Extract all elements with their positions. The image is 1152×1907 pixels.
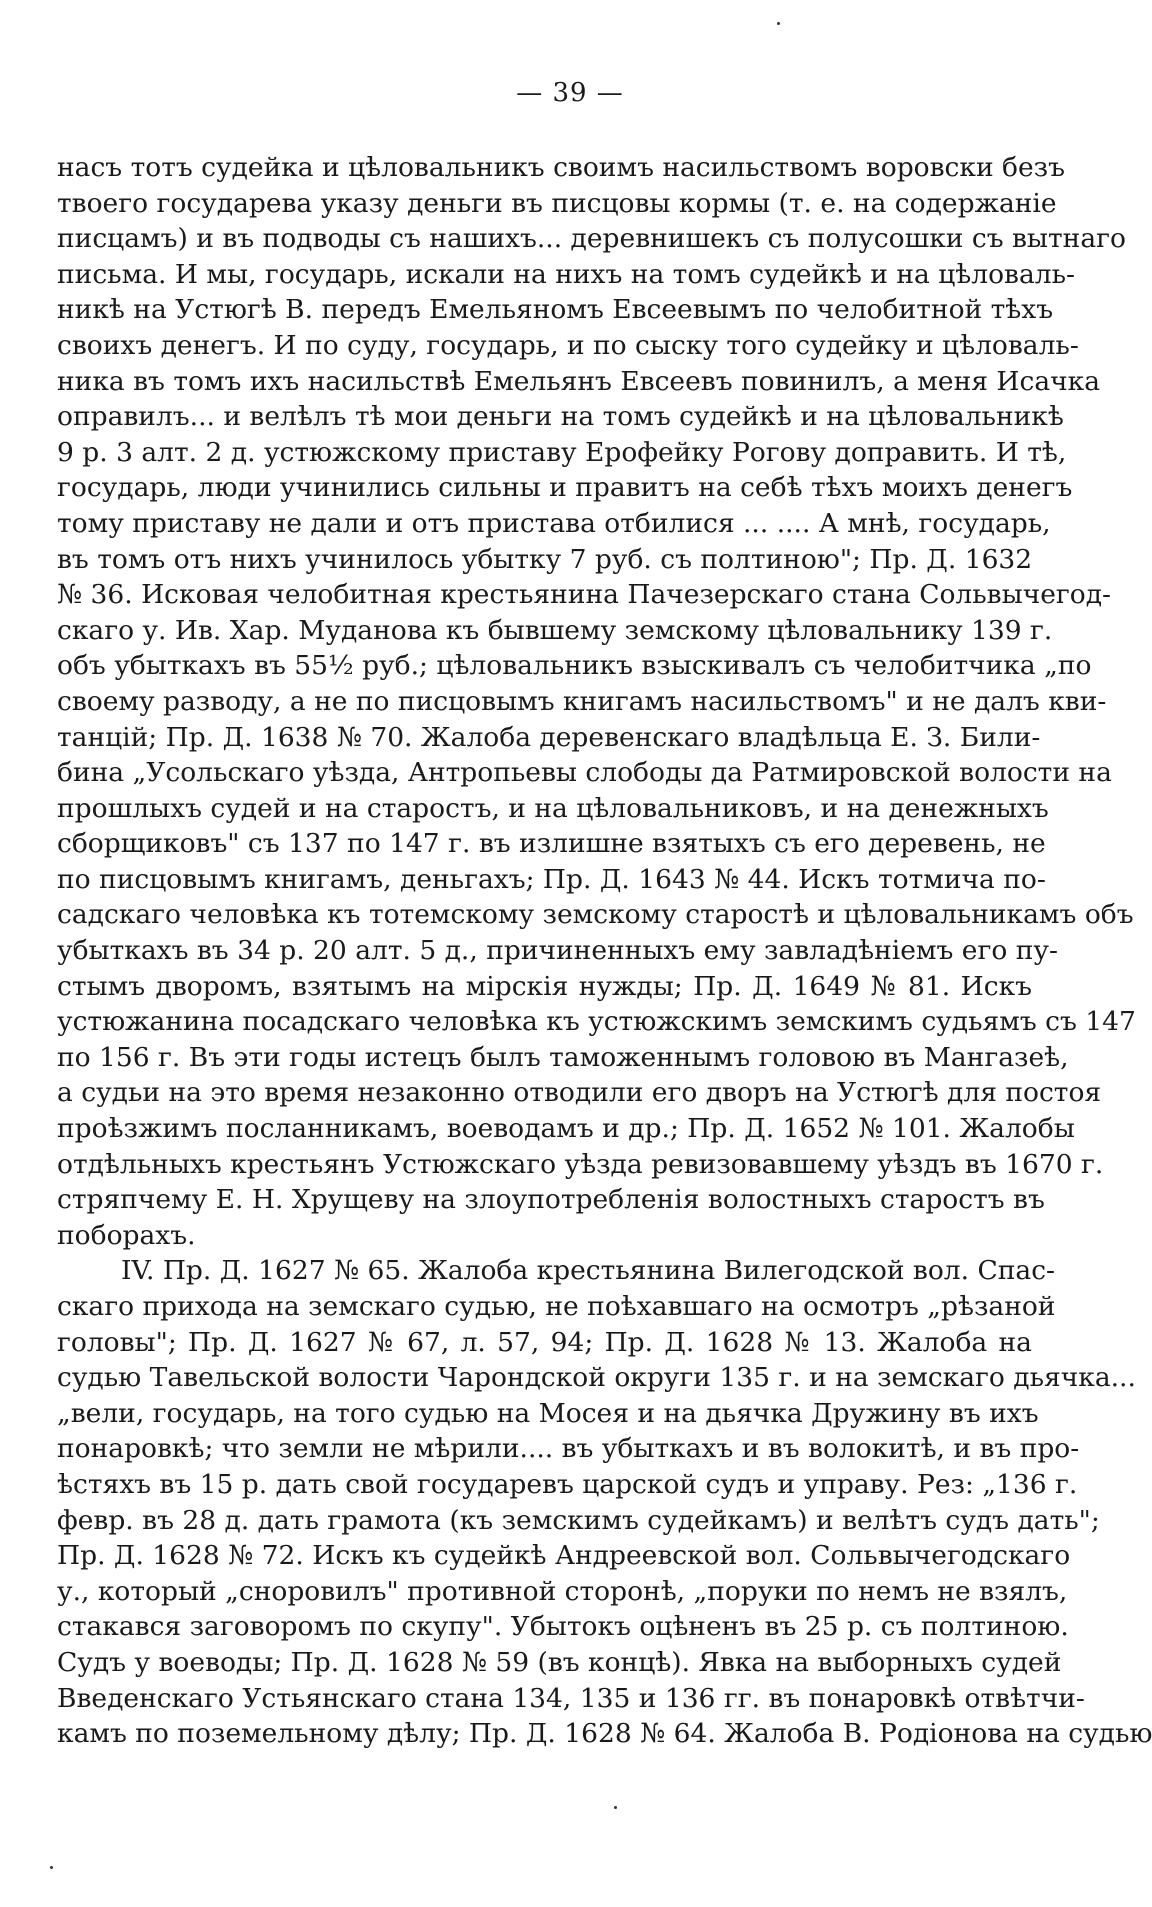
page-number: — 39 — (516, 78, 624, 108)
text-line: тому приставу не дали и отъ пристава отбилися ... .... А мнѣ, государь, (57, 507, 1051, 539)
text-line: стряпчему Е. Н. Хрущеву на злоупотребленія волостныхъ старостъ въ (57, 1184, 1045, 1216)
text-line: твоего государева указу деньги въ писцовы кормы (т. е. на содержаніе (57, 187, 1057, 219)
text-line: садскаго человѣка къ тотемскому земскому старостѣ и цѣловальникамъ объ (57, 899, 1134, 931)
text-line: у., который „сноровилъ" противной сторонѣ, „поруки по немъ не взялъ, (57, 1575, 1068, 1607)
text-line: государь, люди учинились сильны и правитъ на себѣ тѣхъ моихъ денегъ (57, 472, 1073, 504)
text-line: въ томъ отъ нихъ учинилось убытку 7 руб. съ полтиною"; Пр. Д. 1632 (57, 543, 1033, 575)
text-line: головы"; Пр. Д. 1627 № 67, л. 57, 94; Пр. Д. 1628 № 13. Жалоба на (57, 1326, 1032, 1358)
text-line: насъ тотъ судейка и цѣловальникъ своимъ насильствомъ воровски безъ (57, 152, 1065, 183)
text-line: судью Тавельской волости Чарондской округи 135 г. и на земскаго дьячка... (57, 1362, 1136, 1394)
body-text (57, 150, 1152, 1752)
text-line: сборщиковъ" съ 137 по 147 г. въ излишне взятыхъ съ его деревень, не (57, 828, 1046, 860)
text-line: объ убыткахъ въ 55½ руб.; цѣловальникъ взыскивалъ съ челобитчика „по (57, 650, 1092, 682)
text-line: скаго прихода на земскаго судью, не поѣхавшаго на осмотръ „рѣзаной (57, 1291, 1056, 1322)
paragraph-end-line: поборахъ. (57, 1219, 196, 1251)
text-line: оправилъ... и велѣлъ тѣ мои деньги на томъ судейкѣ и на цѣловальникѣ (57, 401, 1064, 433)
text-line: ника въ томъ ихъ насильствѣ Емельянъ Евсеевъ повинилъ, а меня Исачка (57, 365, 1101, 397)
text-line: № 36. Исковая челобитная крестьянина Пачезерскаго стана Сольвычегод- (57, 579, 1112, 611)
text-line: Введенскаго Устьянскаго стана 134, 135 и 136 гг. въ понаровкѣ отвѣтчи- (57, 1682, 1085, 1714)
text-line: убыткахъ въ 34 р. 20 алт. 5 д., причиненныхъ ему завладѣніемъ его пу- (57, 935, 1058, 967)
text-line: устюжанина посадскаго человѣка къ устюжскимъ земскимъ судьямъ съ 147 (57, 1006, 1136, 1038)
text-line: понаровкѣ; что земли не мѣрили.... въ убыткахъ и въ волокитѣ, и въ про- (57, 1433, 1080, 1465)
text-line: 9 р. 3 алт. 2 д. устюжскому приставу Ерофейку Рогову доправить. И тѣ, (57, 436, 1067, 468)
text-line: проѣзжимъ посланникамъ, воеводамъ и др.; Пр. Д. 1652 № 101. Жалобы (57, 1113, 1075, 1145)
text-line: Пр. Д. 1628 № 72. Искъ къ судейкѣ Андреевской вол. Сольвычегодскаго (57, 1540, 1071, 1572)
text-line: стымъ дворомъ, взятымъ на мірскія нужды; Пр. Д. 1649 № 81. Искъ (57, 970, 1032, 1002)
text-line: по 156 г. Въ эти годы истецъ былъ таможеннымъ головою въ Мангазеѣ, (57, 1041, 1069, 1073)
text-line: прошлыхъ судей и на старостъ, и на цѣловальниковъ, и на денежныхъ (57, 792, 1049, 824)
text-line: „вели, государь, на того судью на Мосея и на дьячка Дружину въ ихъ (57, 1397, 1039, 1429)
text-line: по писцовымъ книгамъ, деньгахъ; Пр. Д. 1643 № 44. Искъ тотмича по- (57, 863, 1046, 895)
text-line: а судьи на это время незаконно отводили его дворъ на Устюгѣ для постоя (57, 1077, 1102, 1109)
text-line: отдѣльныхъ крестьянъ Устюжскаго уѣзда ревизовавшему уѣздъ въ 1670 г. (57, 1148, 1104, 1180)
text-line: никѣ на Устюгѣ В. передъ Емельяномъ Евсеевымъ по челобитной тѣхъ (57, 294, 1054, 326)
text-line: февр. въ 28 д. дать грамота (къ земскимъ судейкамъ) и велѣтъ судъ дать"; (57, 1504, 1100, 1536)
text-line: камъ по поземельному дѣлу; Пр. Д. 1628 № 64. Жалоба В. Родіонова на судью (57, 1718, 1152, 1750)
scan-speck-3 (50, 1866, 53, 1869)
text-line: своему разводу, а не по писцовымъ книгамъ насильствомъ" и не далъ кви- (57, 685, 1107, 717)
text-line: стакався заговоромъ по скупу". Убытокъ оцѣненъ въ 25 р. съ полтиною. (57, 1611, 1069, 1643)
text-line: ѣстяхъ въ 15 р. дать свой государевъ царской судъ и управу. Рез: „136 г. (57, 1468, 1078, 1500)
text-line: бина „Усольскаго уѣзда, Антропьевы слободы да Ратмировской волости на (57, 757, 1112, 789)
text-line: письма. И мы, государь, искали на нихъ на томъ судейкѣ и на цѣловаль- (57, 258, 1075, 290)
text-line: танцій; Пр. Д. 1638 № 70. Жалоба деревенскаго владѣльца Е. З. Били- (57, 721, 1041, 753)
text-line: Судъ у воеводы; Пр. Д. 1628 № 59 (въ концѣ). Явка на выборныхъ судей (57, 1646, 1062, 1678)
scan-speck-1 (777, 22, 780, 25)
paragraph-start-line: IV. Пр. Д. 1627 № 65. Жалоба крестьянина Вилегодской вол. Спас- (121, 1255, 1056, 1287)
scan-speck-2 (614, 1806, 617, 1809)
text-line: скаго у. Ив. Хар. Муданова къ бывшему земскому цѣловальнику 139 г. (57, 614, 1053, 646)
text-line: писцамъ) и въ подводы съ нашихъ... деревнишекъ съ полусошки съ вытнаго (57, 223, 1126, 255)
text-line: своихъ денегъ. И по суду, государь, и по сыску того судейку и цѣловаль- (57, 329, 1079, 361)
